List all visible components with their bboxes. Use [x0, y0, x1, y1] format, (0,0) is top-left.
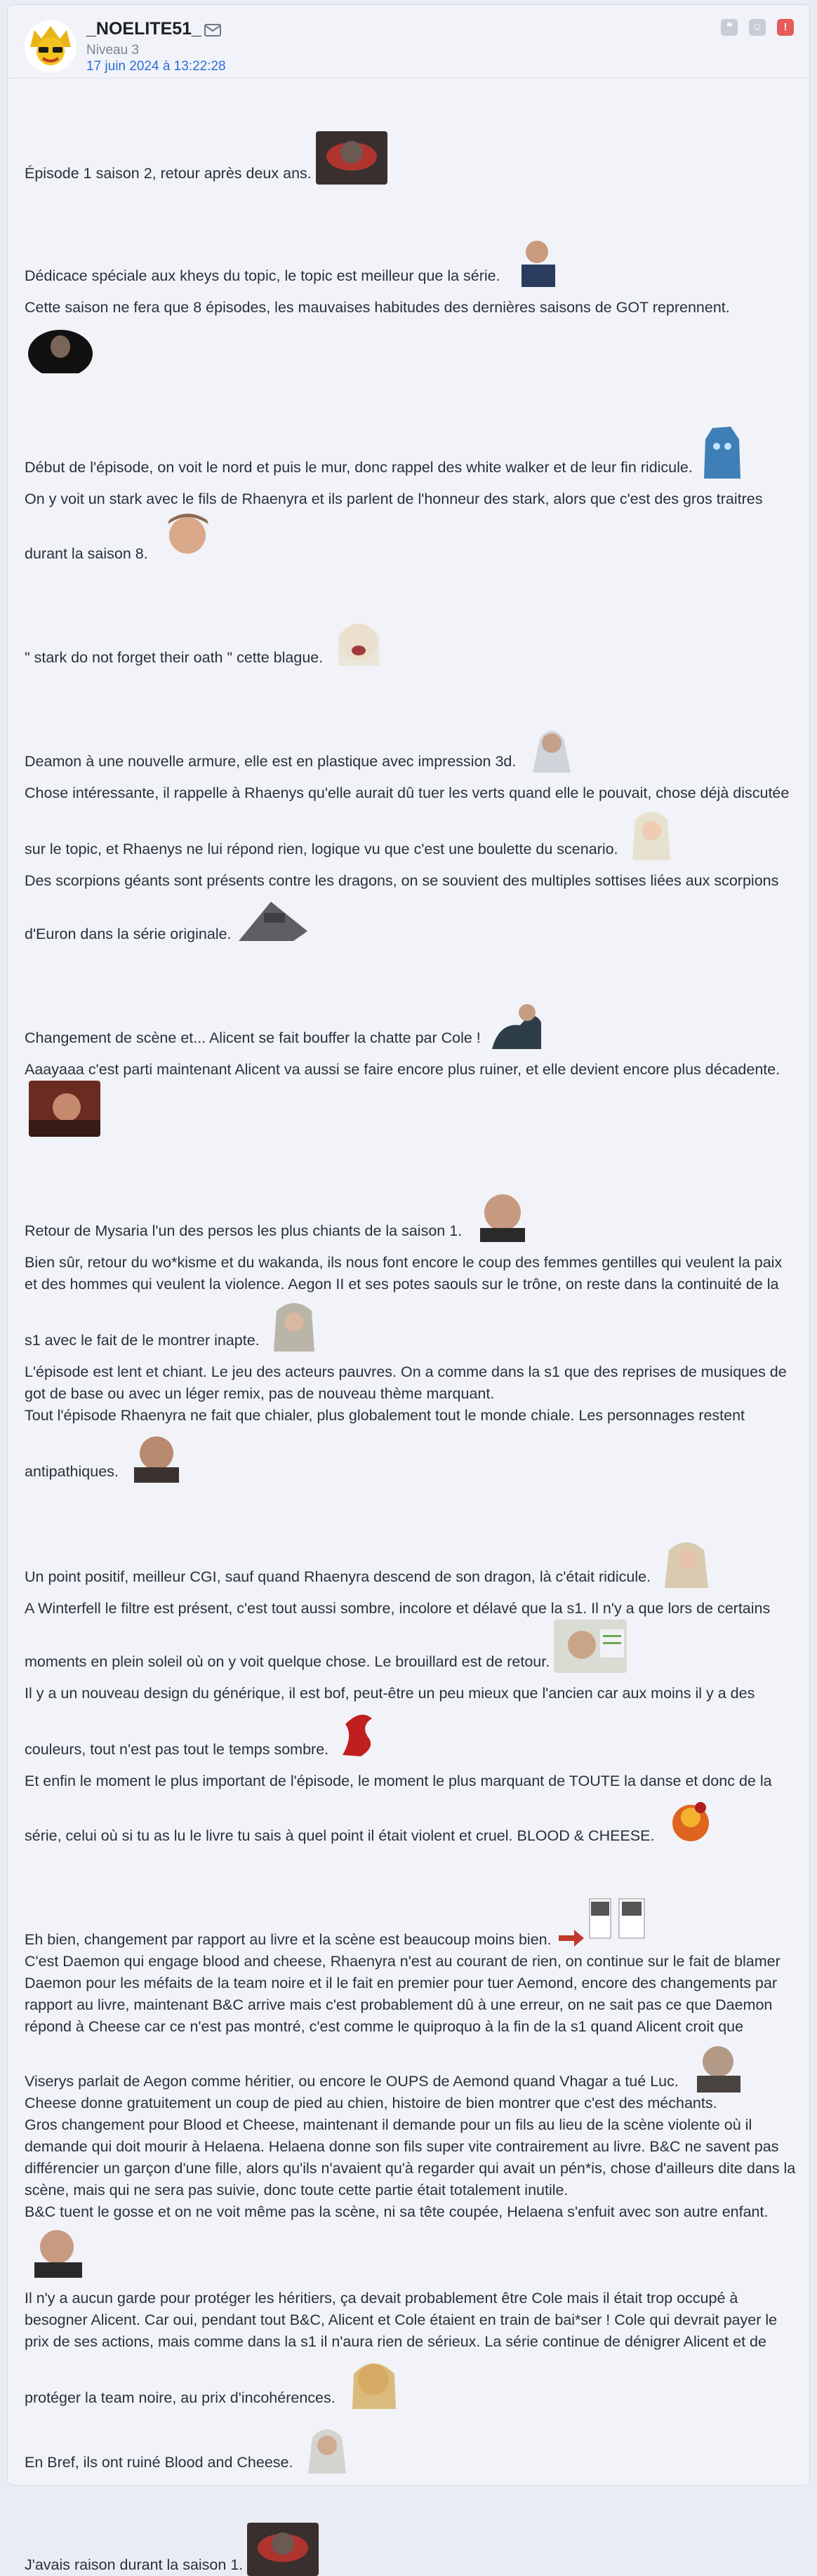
sticker-image [466, 1186, 538, 1242]
paragraph-text: Cheese donne gratuitement un coup de pied au chien, histoire de bien montrer que c'est des méchants. [25, 2095, 717, 2111]
sticker-image [683, 2038, 755, 2093]
paragraph-text: Deamon à une nouvelle armure, elle est en plastique avec impression 3d. [25, 753, 517, 770]
report-icon[interactable]: ! [777, 19, 794, 36]
paragraph-text: Eh bien, changement par rapport au livre et la scène est beaucoup moins bien. [25, 1931, 552, 1948]
paragraph-text: " stark do not forget their oath " cette blague. [25, 649, 324, 666]
paragraph-text: Cette saison ne fera que 8 épisodes, les mauvaises habitudes des dernières saisons de GOT reprennent. [25, 299, 730, 316]
sticker-image [623, 804, 680, 860]
sticker-image [485, 994, 548, 1049]
deleted-icon[interactable]: ☺ [749, 19, 766, 36]
paragraph-text: Tout l'épisode Rhaenyra ne fait que chialer, plus globalement tout le monde chiale. Les personnages restent antipathiques. [25, 1407, 745, 1480]
paragraph-text: Début de l'épisode, on voit le nord et puis le mur, donc rappel des white walker et de leur fin ridicule. [25, 459, 693, 476]
quote-icon[interactable]: ❝ [721, 19, 738, 36]
paragraph [25, 994, 797, 1049]
paragraph [25, 782, 797, 860]
sticker-image [247, 2523, 319, 2576]
paragraph [25, 1770, 797, 1847]
paragraph [25, 870, 797, 945]
paragraph-text: Changement de scène et... Alicent se fait bouffer la chatte par Cole ! [25, 1029, 481, 1046]
sticker-image [520, 718, 583, 773]
paragraph-text: Dédicace spéciale aux kheys du topic, le topic est meilleur que la série. [25, 267, 500, 284]
paragraph [25, 1896, 797, 2278]
paragraph [25, 297, 797, 373]
sticker-image [556, 1896, 647, 1951]
sticker-image [152, 510, 224, 565]
paragraph-text: Aaayaaa c'est parti maintenant Alicent va aussi se faire encore plus ruiner, et elle devient encore plus décadente. [25, 1061, 781, 1078]
paragraph [25, 1186, 797, 1242]
sticker-image [29, 1081, 100, 1137]
sticker-image [655, 1532, 718, 1588]
paragraph-text: Et enfin le moment le plus important de l'épisode, le moment le plus marquant de TOUTE la danse et donc de la série, celui où si tu as lu le livre tu sais à quel point il était violent et cruel. BLOOD & CHEESE. [25, 1773, 772, 1844]
paragraph [25, 1252, 797, 1352]
paragraph-text: B&C tuent le gosse et on ne voit même pas la scène, ni sa tête coupée, Helaena s'enfuit avec son autre enfant. [25, 2203, 769, 2220]
sticker-image [554, 1620, 627, 1673]
paragraph-text: Chose intéressante, il rappelle à Rhaenys qu'elle aurait dû tuer les verts quand elle le pouvait, chose déjà discutée sur le topic, et Rhaenys ne lui répond rien, logique vu que c'est une boulette du scenario. [25, 785, 790, 857]
paragraph [25, 718, 797, 773]
paragraph [25, 614, 797, 669]
paragraph [25, 1059, 797, 1137]
paragraph-text: J'avais raison durant la saison 1. [25, 2556, 244, 2573]
mail-icon[interactable] [204, 24, 221, 36]
paragraph-text: Bien sûr, retour du wo*kisme et du wakanda, ils nous font encore le coup des femmes gentilles qui veulent la paix et des hommes qui veulent la violence. Aegon II et ses potes saouls sur le trône, on reste dans la continuité de la s1 avec le fait de le montrer inapte. [25, 1254, 783, 1349]
sticker-image [316, 131, 387, 185]
paragraph [25, 2523, 797, 2576]
paragraph [25, 1532, 797, 1588]
paragraph-text: Un point positif, meilleur CGI, sauf quand Rhaenyra descend de son dragon, là c'était ridicule. [25, 1568, 651, 1585]
paragraph-text: On y voit un stark avec le fils de Rhaenyra et ils parlent de l'honneur des stark, alors que c'est des gros traitres durant la saison 8. [25, 490, 763, 562]
paragraph [25, 488, 797, 565]
paragraph [25, 234, 797, 287]
sticker-image [25, 2223, 93, 2278]
sticker-image [123, 1427, 192, 1483]
paragraph-text: Il y a un nouveau design du générique, il est bof, peut-être un peu mieux que l'ancien car aux moins il y a des couleurs, tout n'est pas tout le temps sombre. [25, 1685, 755, 1758]
paragraph [25, 131, 797, 185]
post-header [8, 5, 809, 78]
post-date-link[interactable]: 17 juin 2024 à 13:22:28 [86, 59, 226, 74]
paragraph-text: Il n'y a aucun garde pour protéger les héritiers, ça devait probablement être Cole mais il était trop occupé à besogner Alicent. Car oui, pendant tout B&C, Alicent et Cole étaient en train de bai*ser ! Cole qui devrait payer le prix de ses actions, mais comme dans la s1 il n'aura rien de sérieux. La série continue de dénigrer Alicent et de protéger la team noire, au prix d'incohérences. [25, 2290, 778, 2406]
paragraph [25, 422, 797, 479]
paragraph-text: Retour de Mysaria l'un des persos les plus chiants de la saison 1. [25, 1222, 463, 1239]
sticker-image [340, 2353, 408, 2409]
forum-post [7, 4, 810, 2573]
paragraph-text: C'est Daemon qui engage blood and cheese, Rhaenyra n'est au courant de rien, on continue sur le fait de blamer Daemon pour les méfaits de la team noire et il le fait en premier pour tuer Aemond, encore des changements par rapport au livre, maintenant B&C arrive mais c'est probablement dû à une erreur, on ne sait pas ce que Daemon répond à Cheese car ce n'est pas montré, c'est comme le quiproquo à la fin de la s1 quand Alicent croit que Viserys parlait de Aegon comme héritier, ou encore le OUPS de Aemond quand Vhagar a tué Luc. [25, 1953, 781, 2090]
sticker-image [25, 319, 96, 373]
avatar[interactable] [25, 20, 77, 72]
sticker-image [697, 422, 746, 479]
sticker-image [505, 234, 569, 287]
paragraph [25, 1598, 797, 1673]
sticker-image [658, 1792, 724, 1847]
paragraph-text: En Bref, ils ont ruiné Blood and Cheese. [25, 2454, 293, 2471]
paragraph-text: A Winterfell le filtre est présent, c'est tout aussi sombre, incolore et délavé que la s1. Il n'y a que lors de certains moments en plein soleil où on y voit quelque chose. Le brouillard est de retour. [25, 1600, 771, 1670]
paragraph-text: Gros changement pour Blood et Cheese, maintenant il demande pour un fils au lieu de la scène violente où il demande qui doit mourir à Helaena. Helaena donne son fils super vite contrairement au livre. B&C ne savent pas différencier un garçon d'une fille, alors qu'ils n'avaient qu'à regarder qui avait un pén*is, chose d'ailleurs dite dans la scène, mais qui ne sera pas suivie, donc toute cette partie était totalement inutile. [25, 2116, 796, 2198]
author-level: Niveau 3 [86, 43, 139, 58]
header-divider [8, 78, 809, 79]
paragraph [25, 2419, 797, 2474]
author-name[interactable]: _NOELITE51_ [86, 19, 201, 39]
paragraph-text: Des scorpions géants sont présents contre les dragons, on se souvient des multiples sottises liées aux scorpions d'Euron dans la série originale. [25, 872, 779, 942]
paragraph-text: Épisode 1 saison 2, retour après deux ans. [25, 165, 312, 182]
paragraph [25, 1361, 797, 1483]
sticker-image [327, 614, 390, 669]
paragraph [25, 1683, 797, 1761]
sticker-image [333, 1704, 382, 1761]
paragraph-text: L'épisode est lent et chiant. Le jeu des acteurs pauvres. On a comme dans la s1 que des reprises de musiques de got de base ou avec un léger remix, pas de nouveau thème marquant. [25, 1363, 787, 1402]
sticker-image [297, 2419, 357, 2474]
post-body [25, 82, 797, 2576]
sticker-image [264, 1295, 324, 1352]
sticker-image [236, 892, 310, 945]
paragraph [25, 2288, 797, 2409]
